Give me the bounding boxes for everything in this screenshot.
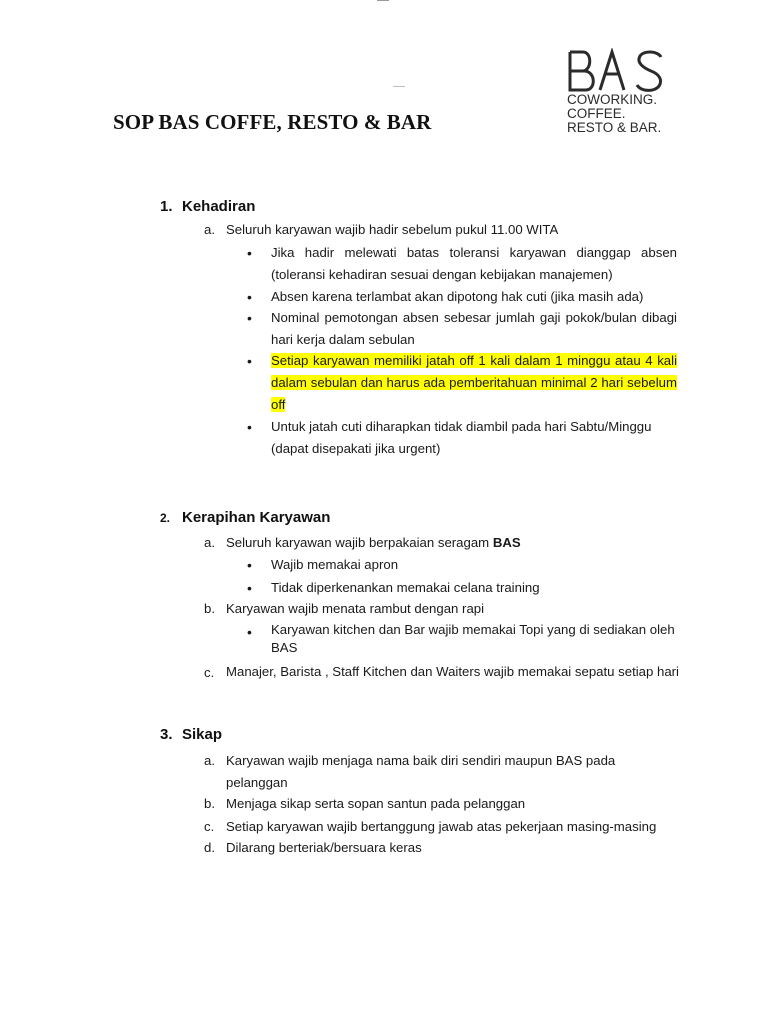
list-marker: d. — [204, 840, 215, 855]
bullet-icon: • — [247, 353, 252, 369]
section-number: 1. — [160, 198, 173, 215]
list-marker: b. — [204, 601, 215, 616]
header-rule — [393, 86, 405, 87]
page-top-rule — [377, 0, 389, 1]
bas-logo-mark — [566, 48, 666, 94]
bullet-icon: • — [247, 624, 252, 640]
list-marker: c. — [204, 819, 215, 834]
bullet-icon: • — [247, 557, 252, 573]
section-title: Kerapihan Karyawan — [182, 509, 331, 526]
bullet-text: Karyawan kitchen dan Bar wajib memakai Topi yang di sediakan oleh BAS — [271, 622, 675, 655]
bullet-icon: • — [247, 310, 252, 326]
bullet-text: Tidak diperkenankan memakai celana training — [271, 580, 540, 595]
bullet-icon: • — [247, 289, 252, 305]
logo-tagline-line: RESTO & BAR. — [567, 120, 662, 135]
list-marker: c. — [204, 665, 215, 680]
bullet-icon: • — [247, 580, 252, 596]
list-item-text: Seluruh karyawan wajib berpakaian seragam — [226, 535, 493, 550]
list-item-text: Seluruh karyawan wajib hadir sebelum pukul 11.00 WITA — [226, 222, 559, 237]
bullet-text: Jika hadir melewati batas toleransi karyawan dianggap absen (toleransi kehadiran sesuai dengan kebijakan manajemen) — [271, 245, 677, 282]
list-item-text: Dilarang berteriak/bersuara keras — [226, 840, 422, 855]
section-heading-kehadiran — [160, 198, 255, 215]
section-number: 3. — [160, 726, 173, 743]
list-marker: a. — [204, 222, 215, 237]
list-item-text: Karyawan wajib menata rambut dengan rapi — [226, 601, 485, 616]
document-title: SOP BAS COFFE, RESTO & BAR — [113, 110, 432, 134]
section-title: Kehadiran — [182, 198, 256, 215]
section-heading-kerapihan — [160, 509, 330, 526]
list-item-text: Manajer, Barista , Staff Kitchen dan Waiters wajib memakai sepatu setiap hari — [226, 664, 679, 679]
list-item-bold-text: BAS — [492, 535, 521, 550]
section-number: 2. — [160, 511, 171, 525]
bullet-text: Untuk jatah cuti diharapkan tidak diambil pada hari Sabtu/Minggu (dapat disepakati jika urgent) — [271, 419, 652, 456]
bullet-text: Wajib memakai apron — [271, 557, 399, 572]
logo-tagline-line: COFFEE. — [567, 106, 626, 121]
logo-tagline-line: COWORKING. — [567, 92, 657, 107]
list-marker: b. — [204, 796, 215, 811]
list-item-text: Karyawan wajib menjaga nama baik diri sendiri maupun BAS pada pelanggan — [226, 753, 616, 790]
list-marker: a. — [204, 535, 215, 550]
section-title: Sikap — [182, 726, 223, 743]
list-item-text: Setiap karyawan wajib bertanggung jawab atas pekerjaan masing-masing — [226, 819, 657, 834]
bullet-icon: • — [247, 419, 252, 435]
highlighted-bullet-text: Setiap karyawan memiliki jatah off 1 kali dalam 1 minggu atau 4 kali dalam sebulan dan harus ada pemberitahuan minimal 2 hari sebelum off — [271, 353, 677, 412]
bullet-text: Absen karena terlambat akan dipotong hak cuti (jika masih ada) — [271, 289, 644, 304]
section-heading-sikap — [160, 726, 222, 743]
bullet-icon: • — [247, 245, 252, 261]
list-item-text: Menjaga sikap serta sopan santun pada pelanggan — [226, 796, 526, 811]
bas-logo — [566, 48, 676, 140]
list-marker: a. — [204, 753, 215, 768]
bullet-text: Nominal pemotongan absen sebesar jumlah gaji pokok/bulan dibagi hari kerja dalam sebulan — [271, 310, 677, 347]
